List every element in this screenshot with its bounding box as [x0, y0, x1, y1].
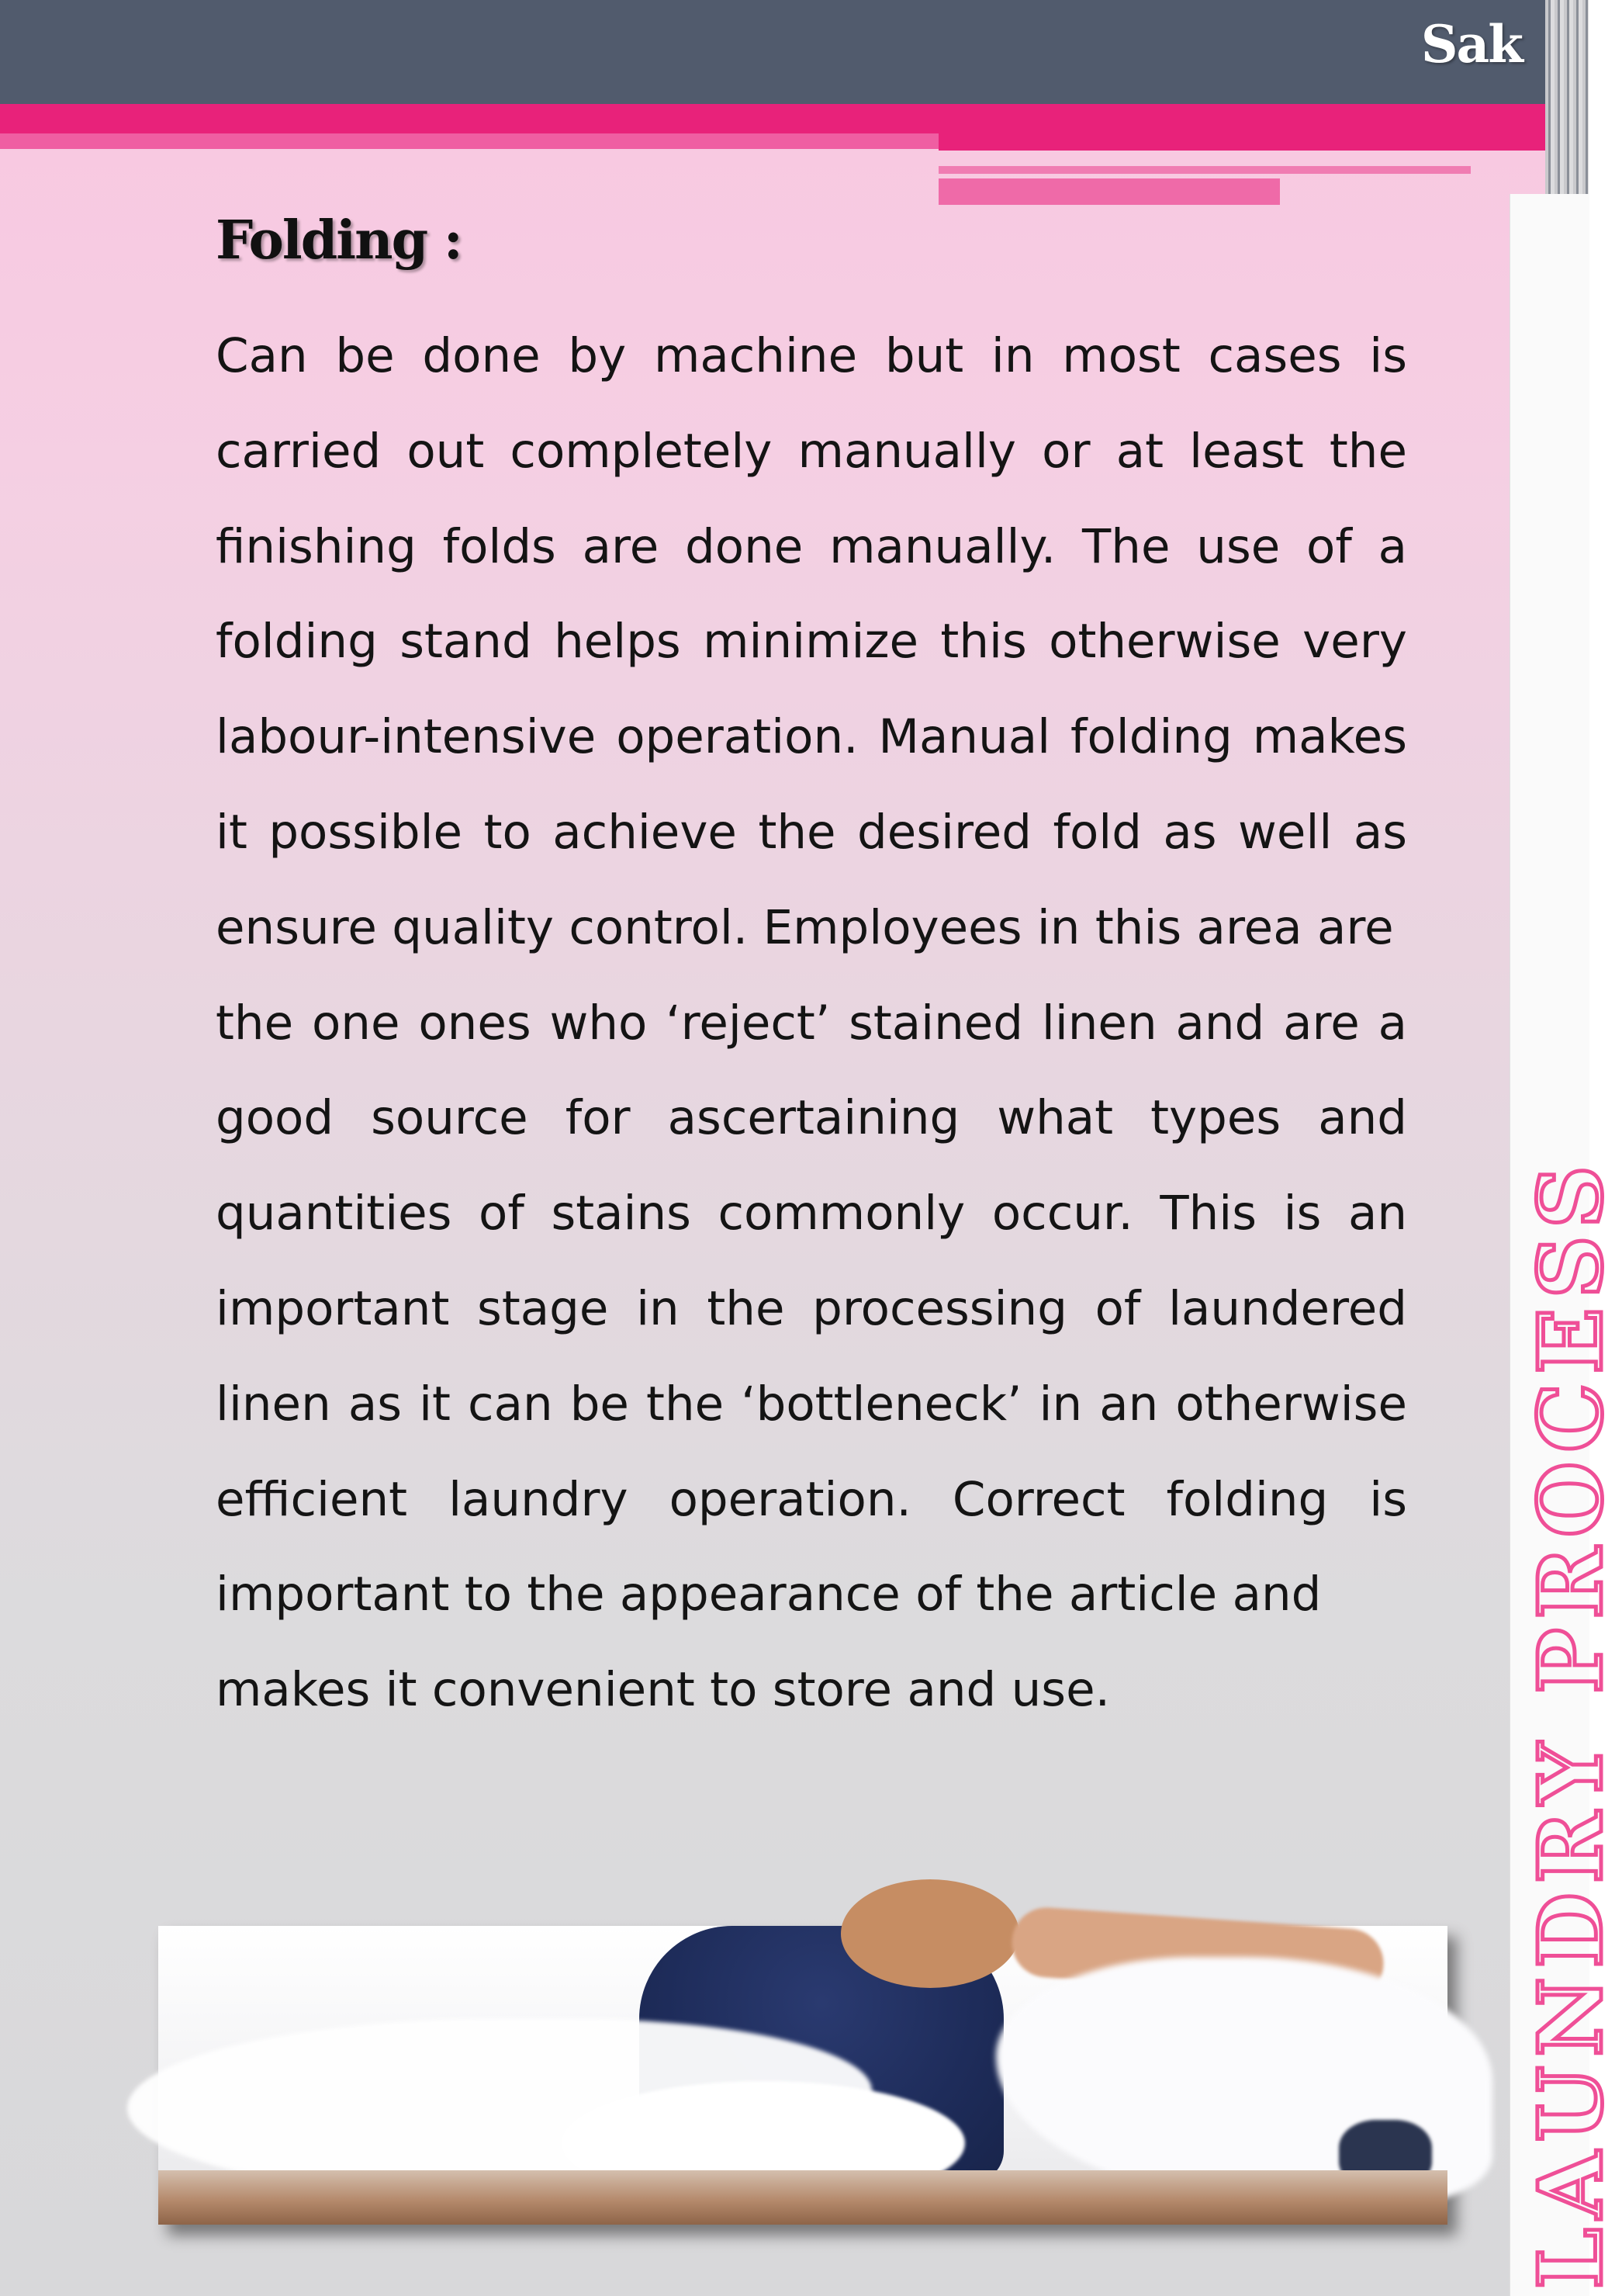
paragraph: makes it convenient to store and use. [216, 1662, 1110, 1718]
paragraph: Can be done by machine but in most cases is carried out completely manually or at least the finishing folds are done manually. The use of a folding stand helps minimize this otherwise very labour-intensive operation. Manual folding makes it possible to achieve the desired fold as well as ensure quality control. Employees in this area are [216, 328, 1407, 955]
header-accent-band-right [939, 133, 1551, 151]
corner-stripes [1545, 0, 1589, 194]
author-name: Sak [1420, 14, 1522, 74]
folding-photo [158, 1926, 1447, 2225]
header-accent-block [939, 178, 1280, 205]
photo-table [158, 2170, 1447, 2225]
header-accent-band [0, 104, 1551, 133]
section-heading: Folding : [216, 210, 462, 272]
body-text [216, 309, 1407, 1738]
header-accent-stripe [939, 166, 1471, 174]
sidebar-title: LAUNDRY PROCESS [1520, 1155, 1622, 2289]
header-bar [0, 0, 1589, 104]
photo-worker-head [841, 1879, 1019, 1988]
header-accent-band-thin [0, 133, 939, 149]
paragraph: the one ones who ‘reject’ stained linen and are a good source for ascertaining what types and quantities of stains commonly occur. This is an important stage in the processing of laundered linen as it can be the ‘bottleneck’ in an otherwise efficient laundry operation. Correct folding is important to the appearance of the article and [216, 995, 1407, 1622]
